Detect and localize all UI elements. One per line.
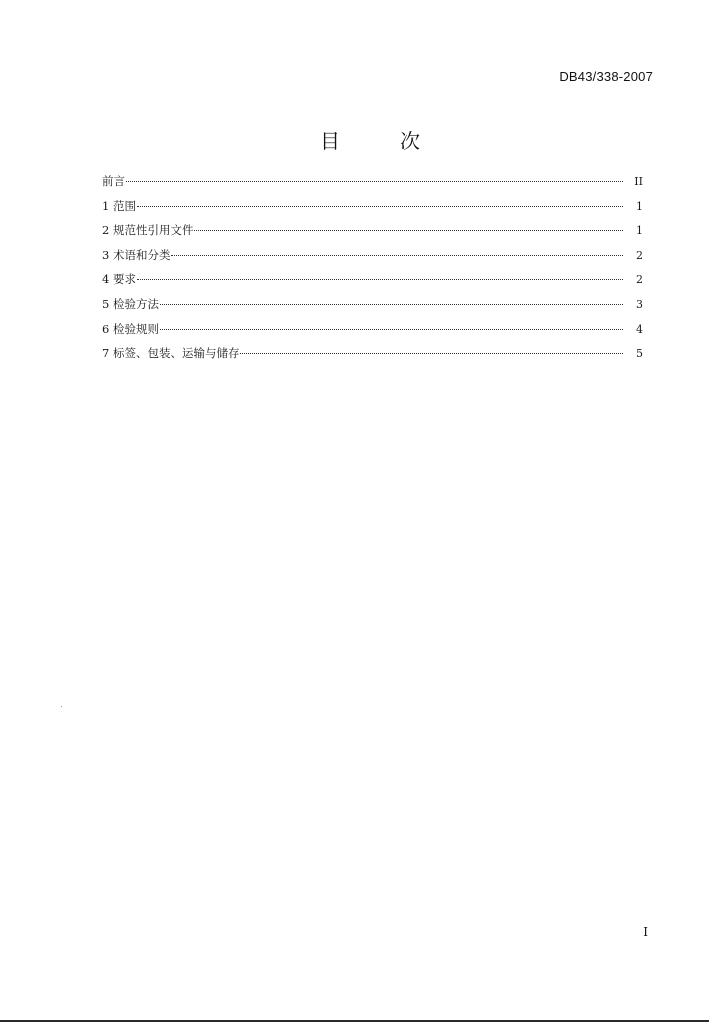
toc-page-number: 5 (636, 347, 643, 361)
toc-row-scope[interactable] (102, 198, 643, 223)
toc-entry-number: 1 (102, 198, 110, 213)
toc-entry-label: 检验方法 (112, 296, 159, 311)
standard-code: DB43/338-2007 (559, 69, 653, 84)
toc-entry-number: 6 (102, 321, 110, 336)
toc-entry-number: 5 (102, 296, 110, 311)
toc-entry-label: 范围 (112, 198, 136, 213)
toc-entry-label: 前言 (102, 174, 125, 188)
toc-dot-leader (171, 255, 623, 256)
toc-page-number: 3 (636, 297, 643, 311)
toc-entry-number: 2 (102, 223, 110, 238)
toc-dot-leader (160, 329, 623, 330)
toc-page-number: 1 (636, 199, 643, 213)
toc-page-number: II (634, 175, 643, 188)
table-of-contents (102, 173, 643, 370)
toc-entry-number: 7 (102, 346, 110, 361)
toc-dot-leader (160, 304, 623, 305)
bottom-border (0, 1020, 709, 1022)
toc-title-left: 目 (320, 129, 340, 153)
toc-dot-leader (240, 353, 623, 354)
toc-entry-number: 3 (102, 247, 110, 262)
toc-dot-leader (137, 206, 623, 207)
toc-row-requirements[interactable] (102, 271, 643, 296)
toc-entry-label: 标签、包装、运输与储存 (112, 346, 240, 361)
toc-entry-label: 要求 (112, 272, 136, 287)
toc-entry-label: 规范性引用文件 (112, 223, 194, 238)
toc-row-inspection-rules[interactable] (102, 321, 643, 346)
footer-page-number: I (643, 925, 648, 939)
toc-row-test-methods[interactable] (102, 296, 643, 321)
toc-dot-leader (137, 279, 623, 280)
toc-row-normative-references[interactable] (102, 222, 643, 247)
toc-row-foreword[interactable] (102, 173, 643, 198)
toc-page-number: 2 (636, 273, 643, 287)
toc-page-number: 1 (636, 224, 643, 238)
toc-title-right: 次 (400, 129, 420, 153)
toc-dot-leader (126, 181, 623, 182)
toc-dot-leader (194, 230, 623, 231)
toc-page-number: 2 (636, 248, 643, 262)
toc-row-terms-classification[interactable] (102, 247, 643, 272)
toc-page-number: 4 (636, 322, 643, 336)
scan-speck (61, 706, 62, 707)
toc-title (320, 125, 420, 154)
toc-entry-label: 术语和分类 (112, 247, 171, 262)
toc-row-labeling-packaging[interactable] (102, 345, 643, 370)
toc-entry-number: 4 (102, 272, 110, 287)
toc-entry-label: 检验规则 (112, 321, 159, 336)
